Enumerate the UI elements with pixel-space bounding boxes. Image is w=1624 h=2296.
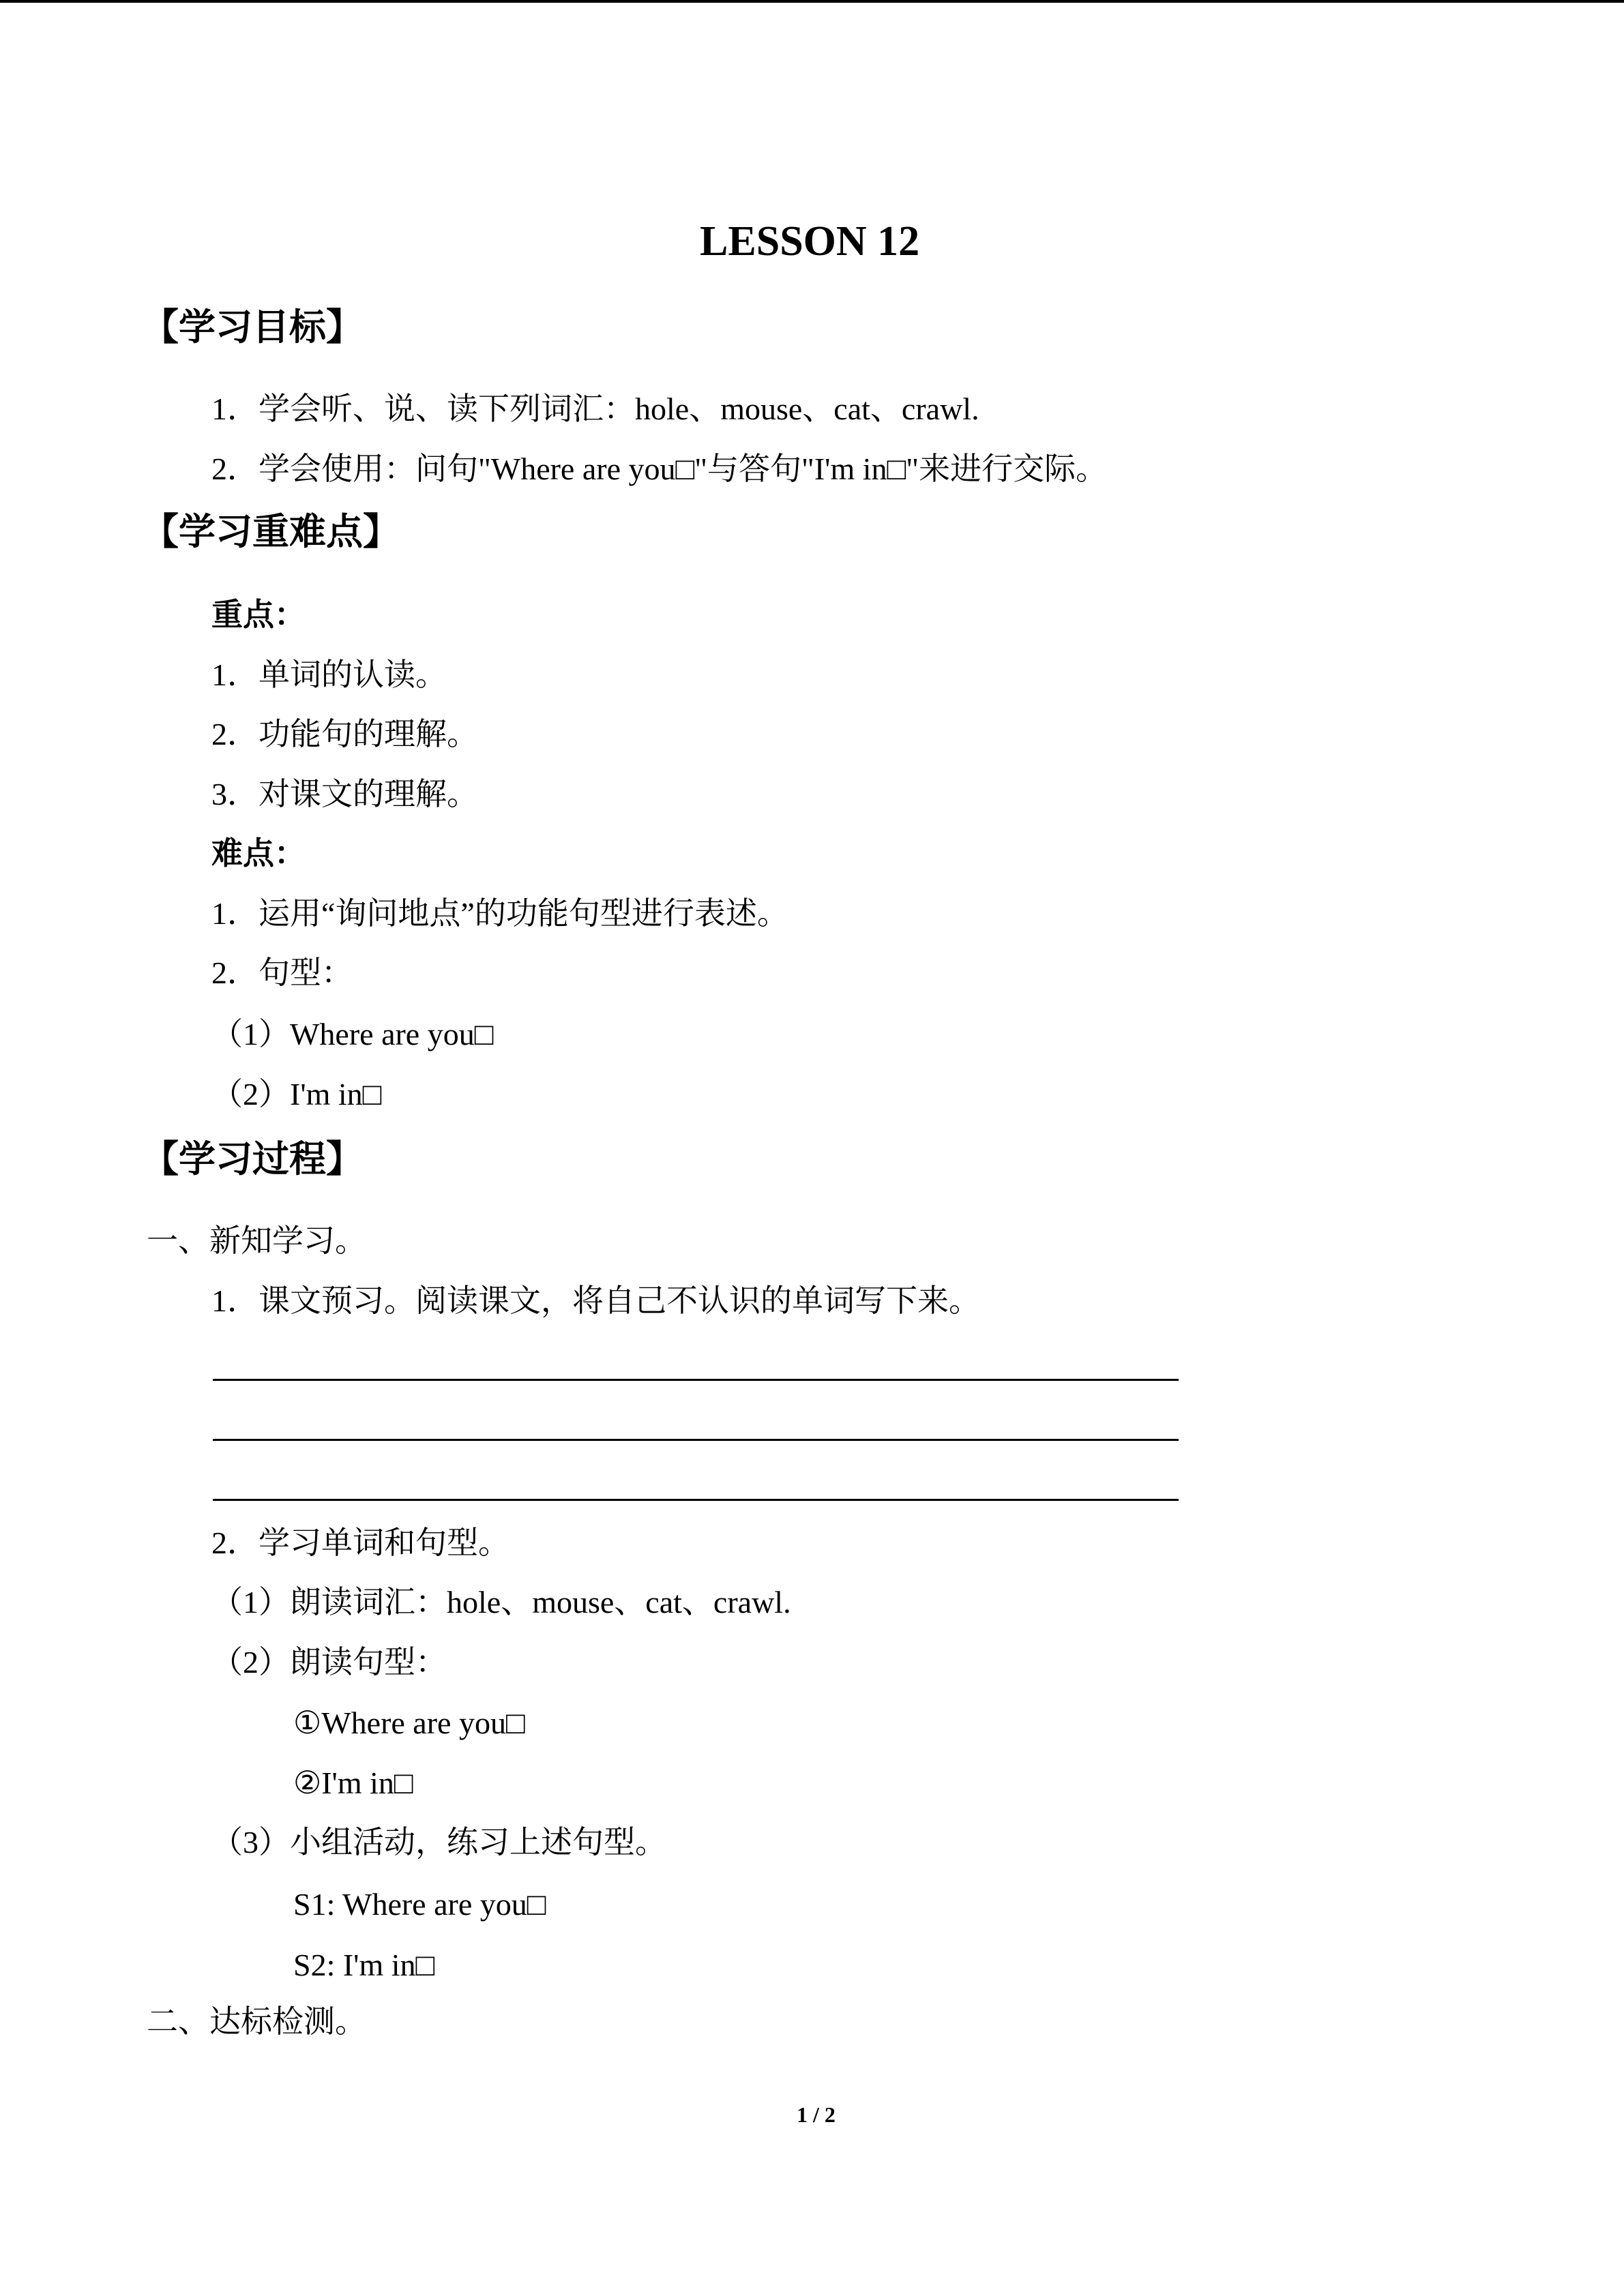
- process-sub-2-b: ②I'm in□: [293, 1765, 413, 1800]
- difficult-point-item-1: 1．运用“询问地点”的功能句型进行表述。: [211, 896, 788, 931]
- sentence-pattern-2: （2）I'm in□: [211, 1077, 382, 1112]
- process-part-2: 二、达标检测。: [147, 2004, 366, 2039]
- process-step-1: 1．课文预习。阅读课文，将自己不认识的单词写下来。: [211, 1283, 980, 1318]
- process-part-1: 一、新知学习。: [147, 1223, 366, 1258]
- process-sub-3: （3）小组活动，练习上述句型。: [211, 1825, 666, 1860]
- page-top-border: [0, 0, 1624, 3]
- key-point-item-1: 1．单词的认读。: [211, 657, 447, 692]
- answer-line-3[interactable]: [213, 1499, 1179, 1501]
- difficult-points-label: 难点：: [211, 836, 306, 871]
- dialogue-s2: S2: I'm in□: [293, 1948, 435, 1982]
- dialogue-s1: S1: Where are you□: [293, 1887, 546, 1922]
- section-heading-goals: 【学习目标】: [142, 307, 363, 348]
- page-number: 1 / 2: [797, 2102, 836, 2127]
- process-sub-1: （1）朗读词汇：hole、mouse、cat、crawl.: [211, 1585, 791, 1620]
- goal-item-2: 2．学会使用：问句"Where are you□"与答句"I'm in□"来进行交际。: [211, 451, 1108, 486]
- process-sub-2-a: ①Where are you□: [293, 1705, 525, 1740]
- process-sub-2: （2）朗读句型：: [211, 1645, 447, 1680]
- process-step-2: 2．学习单词和句型。: [211, 1525, 510, 1560]
- section-heading-key-points: 【学习重难点】: [142, 511, 400, 552]
- key-point-item-3: 3．对课文的理解。: [211, 777, 478, 811]
- answer-line-2[interactable]: [213, 1439, 1179, 1441]
- sentence-pattern-1: （1）Where are you□: [211, 1017, 494, 1052]
- difficult-point-item-2: 2．句型：: [211, 955, 353, 990]
- key-point-item-2: 2．功能句的理解。: [211, 717, 478, 751]
- key-points-label: 重点：: [211, 597, 306, 632]
- goal-item-1: 1．学会听、说、读下列词汇：hole、mouse、cat、crawl.: [211, 391, 979, 426]
- answer-line-1[interactable]: [213, 1379, 1179, 1381]
- page-title: LESSON 12: [700, 218, 920, 265]
- section-heading-process: 【学习过程】: [142, 1139, 363, 1180]
